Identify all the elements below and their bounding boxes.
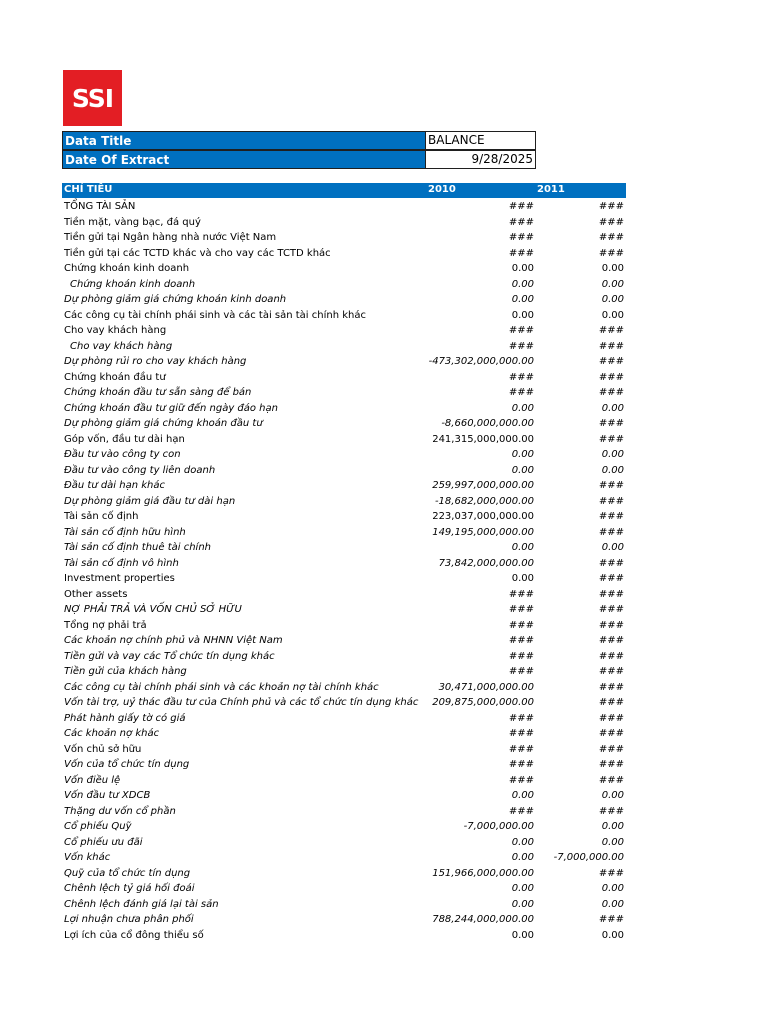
value-2011[interactable]: ### [598, 604, 624, 615]
value-2010[interactable]: 149,195,000,000.00 [432, 526, 534, 538]
value-2010[interactable]: ### [508, 232, 534, 243]
table-row [0, 726, 768, 742]
value-2011[interactable]: ### [598, 759, 624, 770]
value-2011[interactable]: ### [598, 356, 624, 367]
table-row [0, 339, 768, 355]
row-label[interactable]: Tiền gửi tại các TCTD khác và cho vay các TCTD khác [64, 247, 331, 259]
date-of-extract-value[interactable]: 9/28/2025 [426, 150, 536, 169]
value-2010[interactable]: 0.00 [511, 263, 534, 274]
row-label[interactable]: Chứng khoán đầu tư giữ đến ngày đáo hạn [64, 402, 278, 414]
table-row [0, 447, 768, 463]
table-row [0, 912, 768, 928]
value-2011[interactable]: ### [598, 495, 624, 507]
value-2011[interactable]: 0.00 [601, 883, 624, 894]
row-label[interactable]: Dự phòng rủi ro cho vay khách hàng [64, 356, 247, 367]
row-label[interactable]: Đầu tư vào công ty liên doanh [64, 464, 216, 476]
table-row [0, 199, 768, 215]
row-label[interactable]: Tiền gửi và vay các Tổ chức tín dụng khác [64, 650, 275, 662]
table-row [0, 742, 768, 758]
value-2010[interactable]: 30,471,000,000.00 [438, 681, 534, 693]
row-label[interactable]: Các khoản nợ khác [64, 728, 160, 739]
value-2011[interactable]: ### [598, 774, 624, 786]
row-label[interactable]: Vốn điều lệ [64, 774, 121, 786]
value-2011[interactable]: ### [598, 232, 624, 243]
row-label[interactable]: Đầu tư dài hạn khác [64, 480, 166, 491]
value-2010[interactable]: 0.00 [511, 929, 534, 941]
row-label[interactable]: Quỹ của tổ chức tín dụng [64, 867, 191, 879]
row-label[interactable]: Các khoản nợ chính phủ và NHNN Việt Nam [64, 635, 283, 646]
row-label[interactable]: Cổ phiếu Quỹ [64, 821, 132, 832]
value-2010[interactable]: ### [508, 666, 534, 677]
value-2011[interactable]: ### [598, 712, 624, 724]
table-row [0, 928, 768, 944]
value-2011[interactable]: ### [598, 340, 624, 352]
value-2011[interactable]: ### [598, 247, 624, 259]
value-2010[interactable]: -8,660,000,000.00 [441, 418, 534, 429]
table-row [0, 711, 768, 727]
value-2010[interactable]: ### [508, 712, 534, 724]
balance-sheet-table [0, 199, 768, 943]
table-row [0, 246, 768, 262]
value-2011[interactable]: 0.00 [601, 542, 624, 553]
table-row [0, 850, 768, 866]
row-label[interactable]: Cho vay khách hàng [70, 340, 173, 352]
value-2011[interactable]: 0.00 [601, 929, 624, 941]
value-2010[interactable]: 0.00 [511, 278, 534, 290]
value-2010[interactable]: 0.00 [511, 883, 534, 894]
value-2010[interactable]: ### [508, 743, 534, 755]
table-row [0, 525, 768, 541]
table-row [0, 230, 768, 246]
value-2011[interactable]: ### [598, 511, 624, 522]
row-label[interactable]: Cho vay khách hàng [64, 325, 167, 336]
data-title-row [62, 131, 536, 150]
value-2010[interactable]: ### [508, 588, 534, 600]
table-row [0, 835, 768, 851]
table-row [0, 664, 768, 680]
value-2011[interactable]: ### [598, 480, 624, 491]
table-row [0, 819, 768, 835]
value-2010[interactable]: ### [508, 619, 534, 631]
row-label[interactable]: Dự phòng giảm giá chứng khoán đầu tư [64, 418, 263, 429]
table-row [0, 509, 768, 525]
table-row [0, 215, 768, 231]
value-2010[interactable]: ### [508, 805, 534, 817]
table-row [0, 478, 768, 494]
value-2010[interactable]: ### [508, 325, 534, 336]
value-2011[interactable]: ### [598, 681, 624, 693]
value-2011[interactable]: -7,000,000.00 [553, 852, 624, 863]
value-2011[interactable]: ### [598, 743, 624, 755]
value-2010[interactable]: 0.00 [511, 790, 534, 801]
row-label[interactable]: Chứng khoán đầu tư sẵn sàng để bán [64, 387, 252, 398]
row-label[interactable]: Tổng nợ phải trả [64, 619, 147, 631]
value-2010[interactable]: ### [508, 371, 534, 383]
value-2010[interactable]: 0.00 [511, 309, 534, 321]
value-2011[interactable]: ### [598, 914, 624, 925]
row-label[interactable]: Investment properties [64, 573, 175, 584]
value-2011[interactable]: ### [598, 867, 624, 879]
table-row [0, 556, 768, 572]
row-label[interactable]: Vốn đầu tư XDCB [64, 790, 151, 801]
value-2011[interactable]: ### [598, 526, 624, 538]
row-label[interactable]: Phát hành giấy tờ có giá [64, 712, 186, 724]
table-row [0, 385, 768, 401]
value-2011[interactable]: ### [598, 557, 624, 569]
row-label[interactable]: TỔNG TÀI SẢN [64, 201, 136, 212]
value-2011[interactable]: 0.00 [601, 898, 624, 910]
table-row [0, 788, 768, 804]
value-2010[interactable]: ### [508, 650, 534, 662]
row-label[interactable]: Thặng dư vốn cổ phần [64, 805, 176, 817]
value-2011[interactable]: 0.00 [601, 263, 624, 274]
value-2010[interactable]: 223,037,000,000.00 [432, 511, 534, 522]
header-2011: 2011 [537, 184, 565, 195]
value-2010[interactable]: 241,315,000,000.00 [432, 433, 534, 445]
value-2010[interactable]: 0.00 [511, 573, 534, 584]
value-2010[interactable]: 0.00 [511, 836, 534, 848]
value-2010[interactable]: ### [508, 387, 534, 398]
table-row [0, 292, 768, 308]
value-2010[interactable]: 0.00 [511, 542, 534, 553]
value-2011[interactable]: 0.00 [601, 790, 624, 801]
value-2011[interactable]: 0.00 [601, 464, 624, 476]
value-2011[interactable]: ### [598, 588, 624, 600]
value-2011[interactable]: ### [598, 635, 624, 646]
value-2011[interactable]: ### [598, 201, 624, 212]
value-2011[interactable]: ### [598, 216, 624, 228]
value-2011[interactable]: ### [598, 619, 624, 631]
value-2010[interactable]: ### [508, 759, 534, 770]
row-label[interactable]: Dự phòng giảm giá chứng khoán kinh doanh [64, 294, 287, 305]
table-row [0, 602, 768, 618]
table-row [0, 633, 768, 649]
table-row [0, 354, 768, 370]
table-row [0, 649, 768, 665]
row-label[interactable]: Other assets [64, 588, 128, 600]
value-2010[interactable]: 73,842,000,000.00 [438, 557, 534, 569]
table-row [0, 587, 768, 603]
row-label[interactable]: Chứng khoán kinh doanh [64, 263, 190, 274]
row-label[interactable]: Chênh lệch đánh giá lại tài sản [64, 898, 219, 910]
value-2010[interactable]: 151,966,000,000.00 [432, 867, 534, 879]
row-label[interactable]: Các công cụ tài chính phái sinh và các tài sản tài chính khác [64, 309, 366, 321]
value-2010[interactable]: 0.00 [511, 402, 534, 414]
value-2011[interactable]: ### [598, 573, 624, 584]
value-2010[interactable]: 0.00 [511, 294, 534, 305]
value-2011[interactable]: ### [598, 371, 624, 383]
value-2010[interactable]: 0.00 [511, 852, 534, 863]
value-2010[interactable]: ### [508, 728, 534, 739]
header-2010: 2010 [428, 184, 456, 195]
table-row [0, 463, 768, 479]
table-row [0, 494, 768, 510]
table-row [0, 773, 768, 789]
value-2010[interactable]: ### [508, 201, 534, 212]
row-label[interactable]: Vốn tài trợ, uỷ thác đầu tư của Chính phủ và các tổ chức tín dụng khác [64, 697, 419, 708]
table-row [0, 897, 768, 913]
row-label[interactable]: Các công cụ tài chính phái sinh và các khoản nợ tài chính khác [64, 681, 379, 693]
value-2011[interactable]: 0.00 [601, 821, 624, 832]
table-row [0, 540, 768, 556]
row-label[interactable]: Tiền gửi tại Ngân hàng nhà nước Việt Nam [64, 232, 277, 243]
row-label[interactable]: Tài sản cố định vô hình [64, 557, 179, 569]
table-row [0, 695, 768, 711]
value-2011[interactable]: ### [598, 666, 624, 677]
table-row [0, 370, 768, 386]
value-2010[interactable]: 259,997,000,000.00 [432, 480, 534, 491]
value-2011[interactable]: ### [598, 325, 624, 336]
row-label[interactable]: Tiền gửi của khách hàng [64, 666, 187, 677]
value-2010[interactable]: -18,682,000,000.00 [434, 495, 534, 507]
table-header [62, 183, 626, 198]
table-row [0, 571, 768, 587]
table-row [0, 680, 768, 696]
row-label[interactable]: Tiền mặt, vàng bạc, đá quý [64, 216, 201, 228]
value-2011[interactable]: ### [598, 387, 624, 398]
value-2010[interactable]: 0.00 [511, 464, 534, 476]
header-chi-tieu: CHỈ TIÊU [64, 184, 113, 195]
value-2010[interactable]: 788,244,000,000.00 [432, 914, 534, 925]
date-of-extract-label: Date Of Extract [62, 150, 426, 169]
row-label[interactable]: Lợi nhuận chưa phân phối [64, 914, 194, 925]
row-label[interactable]: Tài sản cố định [64, 511, 139, 522]
row-label[interactable]: Dự phòng giảm giá đầu tư dài hạn [64, 495, 236, 507]
table-row [0, 323, 768, 339]
value-2011[interactable]: ### [598, 805, 624, 817]
value-2010[interactable]: 209,875,000,000.00 [432, 697, 534, 708]
table-row [0, 308, 768, 324]
value-2011[interactable]: 0.00 [601, 836, 624, 848]
table-row [0, 804, 768, 820]
value-2010[interactable]: ### [508, 247, 534, 259]
value-2010[interactable]: 0.00 [511, 898, 534, 910]
row-label[interactable]: Chênh lệch tỷ giá hối đoái [64, 883, 195, 894]
value-2010[interactable]: ### [508, 216, 534, 228]
row-label[interactable]: Vốn của tổ chức tín dụng [64, 759, 190, 770]
data-title-label: Data Title [62, 131, 426, 150]
row-label[interactable]: Vốn chủ sở hữu [64, 743, 142, 755]
value-2010[interactable]: ### [508, 635, 534, 646]
value-2011[interactable]: 0.00 [601, 278, 624, 290]
value-2011[interactable]: 0.00 [601, 294, 624, 305]
row-label[interactable]: NỢ PHẢI TRẢ VÀ VỐN CHỦ SỞ HỮU [64, 604, 242, 615]
value-2011[interactable]: ### [598, 650, 624, 662]
value-2010[interactable]: -473,302,000,000.00 [428, 356, 534, 367]
value-2011[interactable]: ### [598, 418, 624, 429]
data-title-value[interactable]: BALANCE [426, 131, 536, 150]
value-2010[interactable]: ### [508, 340, 534, 352]
value-2010[interactable]: ### [508, 604, 534, 615]
date-of-extract-row [62, 150, 536, 169]
row-label[interactable]: Tài sản cố định thuê tài chính [64, 542, 211, 553]
row-label[interactable]: Đầu tư vào công ty con [64, 449, 181, 460]
value-2011[interactable]: 0.00 [601, 309, 624, 321]
table-row [0, 866, 768, 882]
value-2011[interactable]: ### [598, 697, 624, 708]
value-2011[interactable]: ### [598, 728, 624, 739]
row-label[interactable]: Lợi ích của cổ đông thiểu số [64, 929, 204, 941]
value-2010[interactable]: 0.00 [511, 449, 534, 460]
row-label[interactable]: Chứng khoán đầu tư [64, 371, 166, 383]
value-2010[interactable]: -7,000,000.00 [463, 821, 534, 832]
row-label[interactable]: Vốn khác [64, 852, 111, 863]
ssi-logo: SSI [63, 70, 122, 126]
table-row [0, 277, 768, 293]
value-2011[interactable]: 0.00 [601, 402, 624, 414]
value-2010[interactable]: ### [508, 774, 534, 786]
row-label[interactable]: Chứng khoán kinh doanh [70, 278, 196, 290]
table-row [0, 618, 768, 634]
table-row [0, 416, 768, 432]
table-row [0, 757, 768, 773]
table-row [0, 881, 768, 897]
table-row [0, 401, 768, 417]
value-2011[interactable]: 0.00 [601, 449, 624, 460]
value-2011[interactable]: ### [598, 433, 624, 445]
row-label[interactable]: Góp vốn, đầu tư dài hạn [64, 433, 185, 445]
table-row [0, 432, 768, 448]
row-label[interactable]: Tài sản cố định hữu hình [64, 526, 186, 538]
table-row [0, 261, 768, 277]
row-label[interactable]: Cổ phiếu ưu đãi [64, 836, 143, 848]
